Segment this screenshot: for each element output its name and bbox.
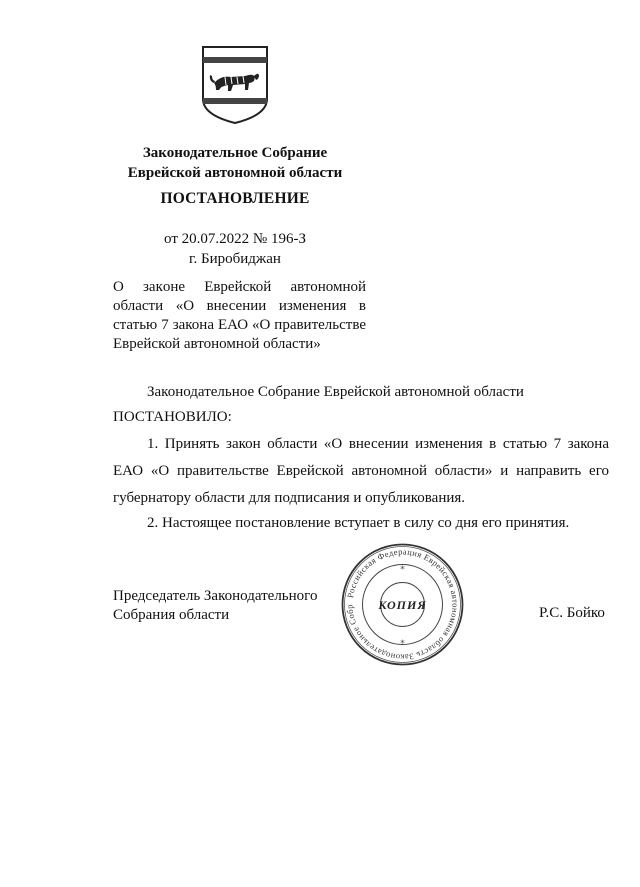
subject-line: области «О внесении изменения в: [113, 298, 366, 314]
item-1-line: ЕАО «О правительстве Еврейской автономной области» и направить его: [113, 463, 609, 479]
document-subject: [113, 278, 366, 354]
svg-text:*: *: [400, 565, 405, 575]
document-type-title: ПОСТАНОВЛЕНИЕ: [160, 190, 310, 207]
signatory-name: Р.С. Бойко: [539, 605, 605, 621]
subject-line: статью 7 закона ЕАО «О правительстве: [113, 317, 366, 333]
issuing-body: [0, 143, 470, 183]
org-name-line2: Еврейской автономной области: [127, 165, 343, 181]
signatory-title-line1: Председатель Законодательного: [113, 588, 318, 604]
body-intro: Законодательное Собрание Еврейской автономной области: [147, 384, 524, 400]
body-item-2: 2. Настоящее постановление вступает в силу со дня его принятия.: [147, 515, 570, 531]
subject-line: О закoне Еврейской автономной: [113, 279, 366, 295]
coat-of-arms-emblem: [201, 45, 269, 125]
stamp-center-text: КОПИЯ: [378, 598, 427, 612]
subject-line: Еврейской автономной области»: [113, 336, 321, 352]
document-date-number: от 20.07.2022 № 196-З: [164, 231, 306, 247]
item-1-line: губернатору области для подписания и опубликования.: [113, 490, 466, 506]
coat-of-arms-icon: [201, 45, 269, 125]
item-1-line: 1. Принять закон области «О внесении изменения в статью 7 закона: [147, 436, 609, 452]
body-resolved: ПОСТАНОВИЛО:: [113, 409, 232, 425]
org-name-line1: Законодательное Собрание: [142, 145, 328, 161]
signatory-title: [113, 587, 317, 625]
signatory-title-line2: Собрания области: [113, 607, 230, 623]
document-place: г. Биробиджан: [189, 251, 281, 267]
stamp-ring-text: Российская Федерация Еврейская автономная область Законодательное Собр: [344, 546, 461, 663]
round-seal-stamp-icon: [340, 542, 465, 667]
svg-text:*: *: [400, 639, 405, 649]
body-item-1: [113, 431, 609, 512]
official-seal-stamp: [340, 542, 465, 667]
